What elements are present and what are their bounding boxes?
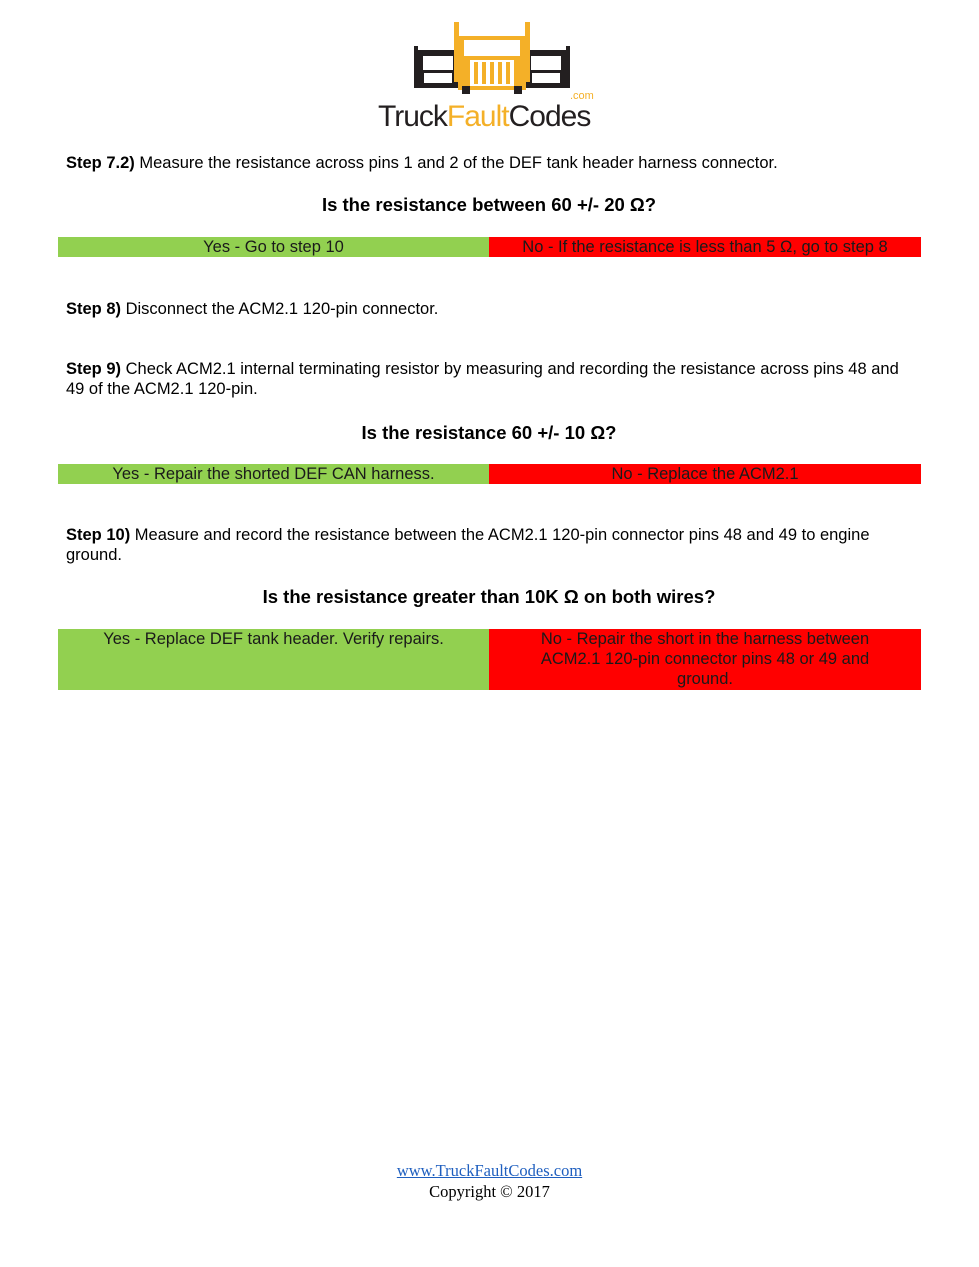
- logo-wordmark: [378, 100, 590, 134]
- footer: [0, 1160, 979, 1202]
- step-7-2-label: Step 7.2): [66, 154, 135, 172]
- step-10-text: Measure and record the resistance between the ACM2.1 120-pin connector pins 48 and 49 to engine ground.: [66, 526, 870, 564]
- step-8-text: Disconnect the ACM2.1 120-pin connector.: [121, 300, 439, 318]
- step-7-2-answer-row: [58, 237, 921, 257]
- footer-copyright: Copyright © 2017: [429, 1182, 550, 1201]
- truck-icon: [378, 18, 608, 98]
- step-8-paragraph: [66, 299, 916, 319]
- truckfaultcodes-logo: [378, 18, 608, 133]
- logo-word-truck: Truck: [378, 100, 447, 133]
- step-7-2-paragraph: [66, 153, 916, 173]
- step-10-label: Step 10): [66, 526, 131, 544]
- step-9-paragraph: [66, 359, 916, 399]
- logo-word-codes: Codes: [508, 100, 591, 133]
- step-7-2-text: Measure the resistance across pins 1 and 2 of the DEF tank header harness connector.: [134, 154, 778, 172]
- step-9-label: Step 9): [66, 360, 122, 378]
- step-10-answer-row: [58, 629, 921, 690]
- step-10-question: Is the resistance greater than 10K Ω on both wires?: [262, 586, 716, 607]
- step-10-no-answer: No - Repair the short in the harness between ACM2.1 120-pin connector pins 48 or 49 and ground.: [489, 629, 921, 690]
- logo-word-fault: Fault: [446, 100, 509, 133]
- step-9-question: Is the resistance 60 +/- 10 Ω?: [361, 422, 617, 443]
- footer-website-link[interactable]: www.TruckFaultCodes.com: [396, 1161, 583, 1180]
- step-9-text: Check ACM2.1 internal terminating resistor by measuring and recording the resistance across pins 48 and 49 of the ACM2.1 120-pin.: [66, 360, 899, 398]
- logo-com-text: .com: [570, 90, 594, 102]
- step-9-answer-row: [58, 464, 921, 484]
- step-7-2-no-answer: No - If the resistance is less than 5 Ω, go to step 8: [489, 237, 921, 257]
- step-9-no-answer: No - Replace the ACM2.1: [489, 464, 921, 484]
- step-9-yes-answer: Yes - Repair the shorted DEF CAN harness.: [58, 464, 489, 484]
- step-10-paragraph: [66, 525, 916, 565]
- step-7-2-yes-answer: Yes - Go to step 10: [58, 237, 489, 257]
- step-8-label: Step 8): [66, 300, 122, 318]
- step-7-2-question: Is the resistance between 60 +/- 20 Ω?: [321, 194, 657, 215]
- step-10-yes-answer: Yes - Replace DEF tank header. Verify repairs.: [58, 629, 489, 690]
